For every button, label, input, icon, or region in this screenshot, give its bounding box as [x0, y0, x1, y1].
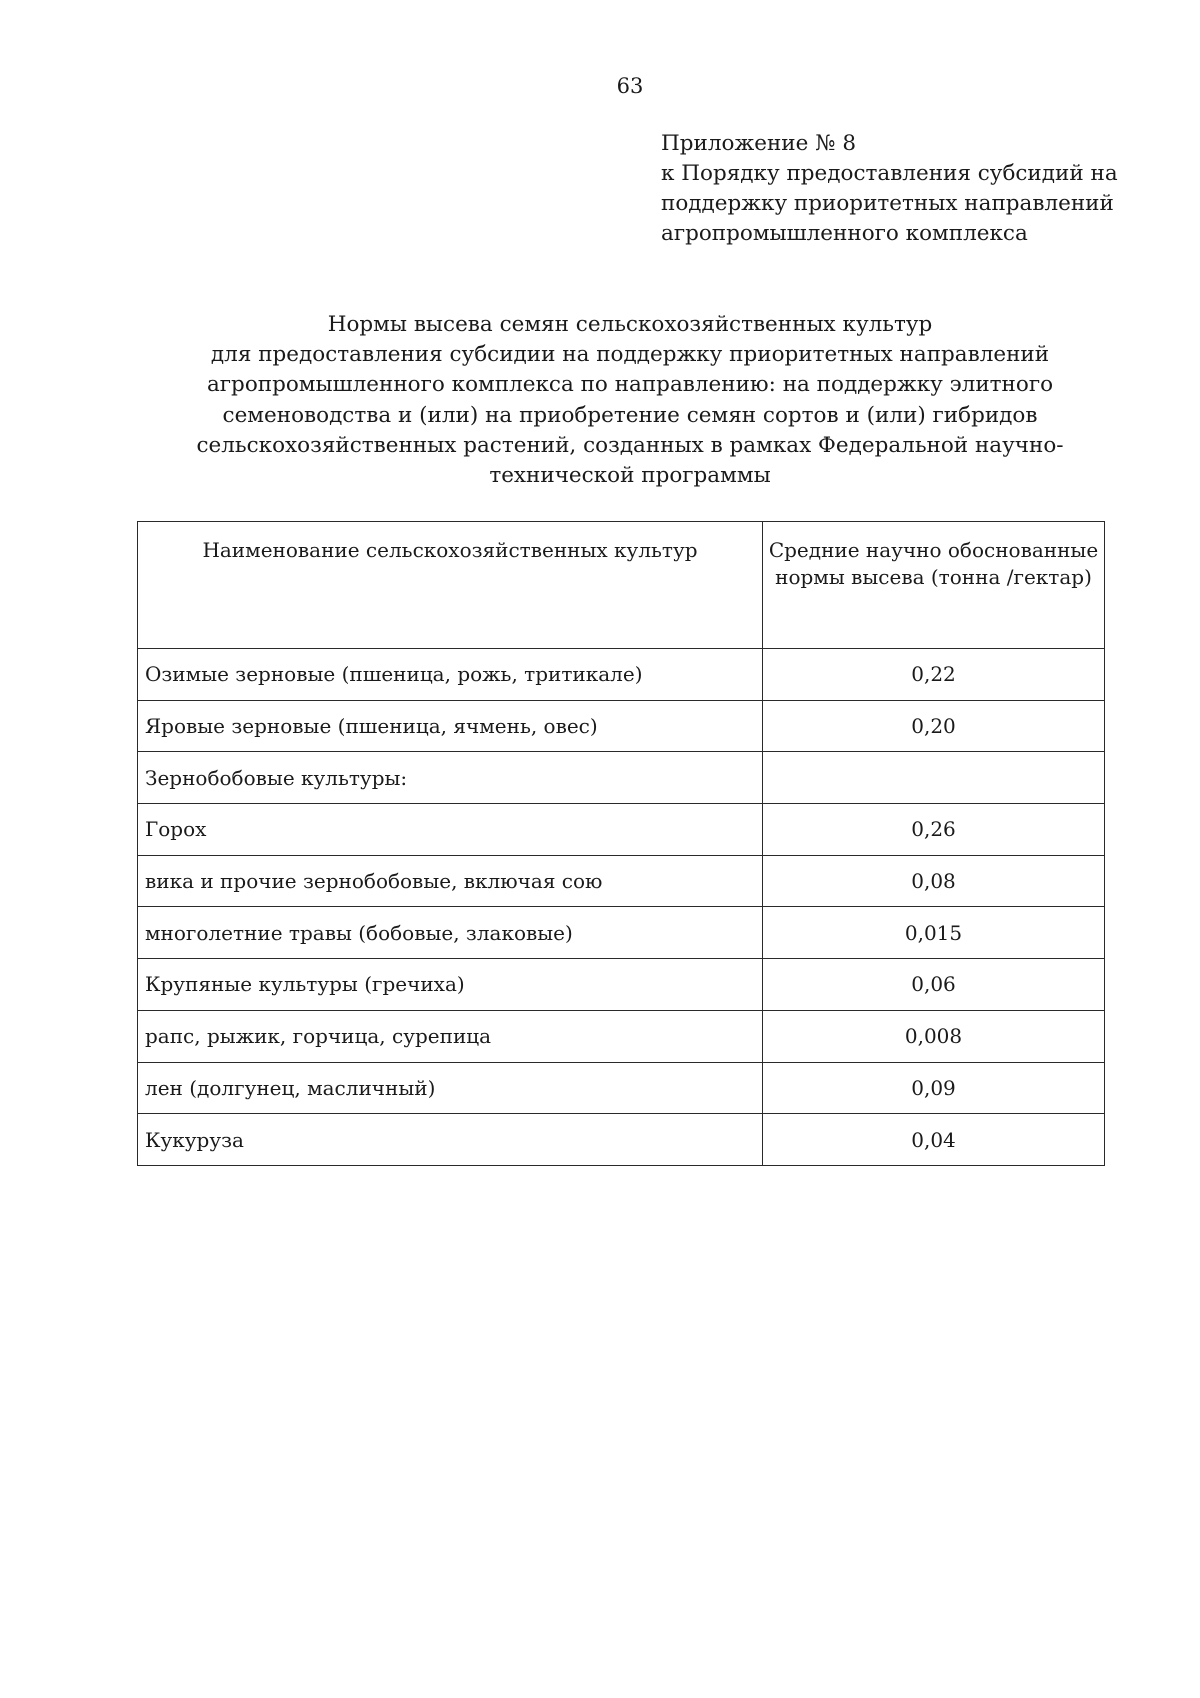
title-line: Нормы высева семян сельскохозяйственных культур	[327, 312, 933, 337]
seeding-norm-cell: 0,015	[763, 907, 1105, 959]
table-row	[138, 752, 1105, 804]
seeding-norm-cell: 0,008	[763, 1010, 1105, 1062]
column-header-crop-name: Наименование сельскохозяйственных культур	[138, 522, 763, 649]
appendix-line: агропромышленного комплекса	[661, 221, 1028, 246]
appendix-line: Приложение № 8	[661, 131, 857, 156]
title-line: сельскохозяйственных растений, созданных в рамках Федеральной научно-	[196, 432, 1064, 458]
crop-name-cell: Крупяные культуры (гречиха)	[138, 959, 763, 1011]
crop-name-cell: Горох	[138, 804, 763, 856]
table-header-row	[138, 522, 1105, 649]
table-row	[138, 804, 1105, 856]
crop-name-cell: Кукуруза	[138, 1114, 763, 1166]
crop-name-cell: лен (долгунец, масличный)	[138, 1062, 763, 1114]
appendix-block	[661, 129, 1181, 249]
seeding-norm-cell: 0,26	[763, 804, 1105, 856]
appendix-line: к Порядку предоставления субсидий на	[661, 161, 1118, 186]
crop-name-cell: Озимые зерновые (пшеница, рожь, тритикале)	[138, 649, 763, 701]
table-row	[138, 959, 1105, 1011]
table-row	[138, 1114, 1105, 1166]
crop-name-cell: рапс, рыжик, горчица, сурепица	[138, 1010, 763, 1062]
appendix-line: поддержку приоритетных направлений	[661, 191, 1114, 216]
title-line: семеноводства и (или) на приобретение семян сортов и (или) гибридов	[222, 402, 1038, 428]
crop-name-cell: вика и прочие зернобобовые, включая сою	[138, 855, 763, 907]
title-line: технической программы	[489, 463, 771, 489]
seeding-norm-cell: 0,08	[763, 855, 1105, 907]
crop-name-cell: многолетние травы (бобовые, злаковые)	[138, 907, 763, 959]
seeding-norm-cell: 0,22	[763, 649, 1105, 701]
table-row	[138, 1010, 1105, 1062]
column-header-line: нормы высева (тонна /гектар)	[775, 565, 1092, 589]
column-header-seeding-norm	[763, 522, 1105, 649]
title-line: для предоставления субсидии на поддержку приоритетных направлений	[210, 342, 1050, 368]
seeding-norm-cell: 0,09	[763, 1062, 1105, 1114]
seeding-norm-cell: 0,06	[763, 959, 1105, 1011]
seeding-norm-cell	[763, 752, 1105, 804]
seeding-norm-cell: 0,20	[763, 700, 1105, 752]
table-row	[138, 649, 1105, 701]
table-row	[138, 1062, 1105, 1114]
page-number: 63	[616, 74, 644, 98]
seeding-norm-cell: 0,04	[763, 1114, 1105, 1166]
table-row	[138, 907, 1105, 959]
crop-name-cell: Зернобобовые культуры:	[138, 752, 763, 804]
title-line: агропромышленного комплекса по направлению: на поддержку элитного	[206, 372, 1054, 398]
table-row	[138, 855, 1105, 907]
seeding-norms-table	[137, 521, 1105, 1166]
document-title	[0, 310, 1200, 491]
table-row	[138, 700, 1105, 752]
column-header-line: Средние научно обоснованные	[768, 538, 1099, 562]
crop-name-cell: Яровые зерновые (пшеница, ячмень, овес)	[138, 700, 763, 752]
